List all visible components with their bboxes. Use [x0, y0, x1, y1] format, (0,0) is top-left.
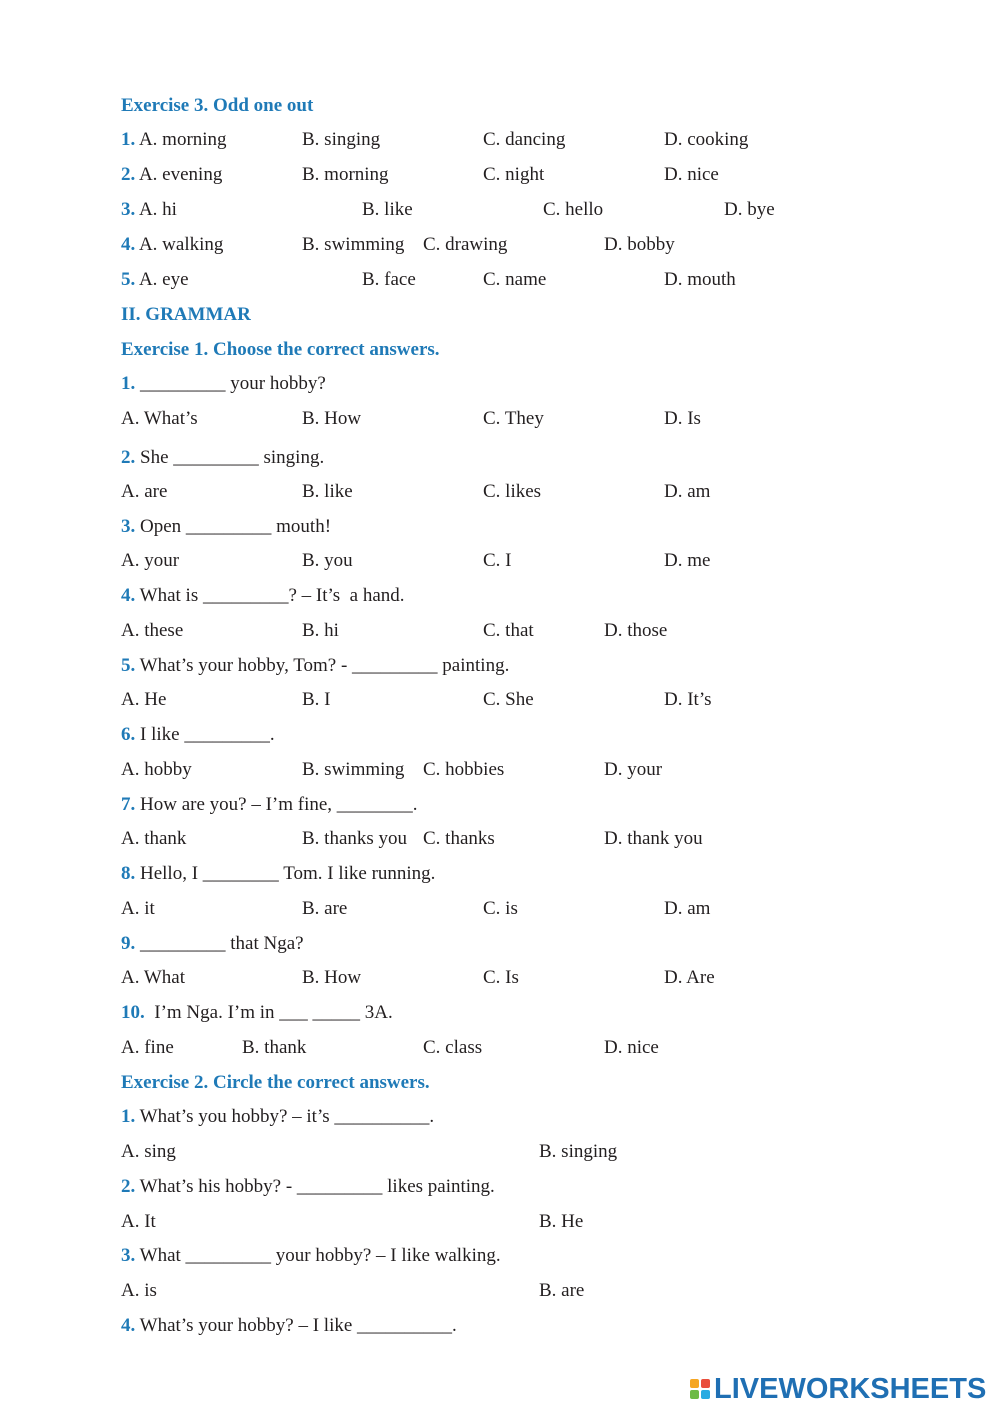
ex3-item-3-d: D. bye — [724, 199, 775, 220]
g1-q4-option-c: C. that — [483, 620, 534, 641]
g2-q3-option-b: B. are — [539, 1280, 585, 1301]
g1-question-1: 1. _________ your hobby? — [121, 373, 326, 394]
g1-question-5: 5. What’s your hobby, Tom? - _________ painting. — [121, 655, 510, 676]
g2-q3-option-a: A. is — [121, 1280, 157, 1301]
ex3-item-4-d: D. bobby — [604, 234, 675, 255]
g1-q5-option-a: A. He — [121, 689, 167, 710]
g1-question-4: 4. What is _________? – It’s a hand. — [121, 585, 405, 606]
g2-q2-option-a: A. It — [121, 1211, 156, 1232]
ex3-item-4-b: B. swimming — [302, 234, 405, 255]
logo-text: LIVEWORKSHEETS — [714, 1372, 987, 1405]
g1-q7-option-b: B. thanks you — [302, 828, 408, 849]
ex3-item-5-d: D. mouth — [664, 269, 736, 290]
ex3-item-1: 1. A. morning — [121, 129, 227, 150]
section-grammar-title: II. GRAMMAR — [121, 304, 251, 325]
g1-q8-option-c: C. is — [483, 898, 518, 919]
g1-q1-option-d: D. Is — [664, 408, 701, 429]
g1-q3-option-c: C. I — [483, 550, 512, 571]
g1-q6-option-c: C. hobbies — [423, 759, 505, 780]
g1-q4-option-d: D. those — [604, 620, 668, 641]
g1-q4-option-b: B. hi — [302, 620, 339, 641]
g1-q7-option-c: C. thanks — [423, 828, 495, 849]
g1-q5-option-d: D. It’s — [664, 689, 712, 710]
g1-q9-option-d: D. Are — [664, 967, 715, 988]
g1-question-9: 9. _________ that Nga? — [121, 933, 304, 954]
g1-q9-option-a: A. What — [121, 967, 186, 988]
g1-q1-option-a: A. What’s — [121, 408, 198, 429]
g1-q10-option-b: B. thank — [242, 1037, 307, 1058]
g1-question-7: 7. How are you? – I’m fine, ________. — [121, 794, 418, 815]
g1-q8-option-d: D. am — [664, 898, 711, 919]
g1-q3-option-b: B. you — [302, 550, 353, 571]
g1-q6-option-d: D. your — [604, 759, 663, 780]
g1-q9-option-b: B. How — [302, 967, 362, 988]
ex3-item-5: 5. A. eye — [121, 269, 189, 290]
g1-q2-option-d: D. am — [664, 481, 711, 502]
g1-q3-option-a: A. your — [121, 550, 180, 571]
ex3-item-2-c: C. night — [483, 164, 545, 185]
g1-q9-option-c: C. Is — [483, 967, 519, 988]
g2-q1-option-b: B. singing — [539, 1141, 618, 1162]
g1-q6-option-a: A. hobby — [121, 759, 192, 780]
g1-q10-option-d: D. nice — [604, 1037, 659, 1058]
g1-q5-option-c: C. She — [483, 689, 534, 710]
ex3-item-1-b: B. singing — [302, 129, 381, 150]
g1-q10-option-a: A. fine — [121, 1037, 174, 1058]
g1-question-2: 2. She _________ singing. — [121, 447, 325, 468]
g2-question-2: 2. What’s his hobby? - _________ likes painting. — [121, 1176, 495, 1197]
g1-q5-option-b: B. I — [302, 689, 331, 710]
g2-q1-option-a: A. sing — [121, 1141, 176, 1162]
ex3-item-1-c: C. dancing — [483, 129, 566, 150]
ex3-item-4-c: C. drawing — [423, 234, 508, 255]
grammar-exercise-2-title: Exercise 2. Circle the correct answers. — [121, 1072, 430, 1093]
ex3-item-3: 3. A. hi — [121, 199, 177, 220]
g1-q1-option-c: C. They — [483, 408, 544, 429]
g1-q1-option-b: B. How — [302, 408, 362, 429]
g1-q6-option-b: B. swimming — [302, 759, 405, 780]
ex3-item-5-b: B. face — [362, 269, 416, 290]
ex3-item-4: 4. A. walking — [121, 234, 224, 255]
ex3-item-2-d: D. nice — [664, 164, 719, 185]
g1-q4-option-a: A. these — [121, 620, 184, 641]
g1-question-6: 6. I like _________. — [121, 724, 275, 745]
g1-q2-option-b: B. like — [302, 481, 353, 502]
ex3-item-5-c: C. name — [483, 269, 547, 290]
ex3-item-1-d: D. cooking — [664, 129, 749, 150]
g1-q10-option-c: C. class — [423, 1037, 483, 1058]
g1-q7-option-d: D. thank you — [604, 828, 703, 849]
grammar-exercise-1-title: Exercise 1. Choose the correct answers. — [121, 339, 440, 360]
g2-question-4: 4. What’s your hobby? – I like __________. — [121, 1315, 457, 1336]
liveworksheets-logo-icon — [690, 1379, 710, 1399]
g1-q2-option-a: A. are — [121, 481, 168, 502]
g1-q7-option-a: A. thank — [121, 828, 187, 849]
ex3-item-2: 2. A. evening — [121, 164, 223, 185]
g1-q8-option-b: B. are — [302, 898, 348, 919]
g1-q2-option-c: C. likes — [483, 481, 542, 502]
g2-question-3: 3. What _________ your hobby? – I like walking. — [121, 1245, 501, 1266]
g1-q8-option-a: A. it — [121, 898, 155, 919]
ex3-item-2-b: B. morning — [302, 164, 389, 185]
exercise-3-title: Exercise 3. Odd one out — [121, 95, 314, 116]
ex3-item-3-b: B. like — [362, 199, 413, 220]
g2-question-1: 1. What’s you hobby? – it’s __________. — [121, 1106, 435, 1127]
g1-question-3: 3. Open _________ mouth! — [121, 516, 332, 537]
liveworksheets-logo[interactable] — [690, 1373, 986, 1405]
g2-q2-option-b: B. He — [539, 1211, 584, 1232]
g1-question-10: 10. I’m Nga. I’m in ___ _____ 3A. — [121, 1002, 393, 1023]
g1-question-8: 8. Hello, I ________ Tom. I like running. — [121, 863, 436, 884]
ex3-item-3-c: C. hello — [543, 199, 604, 220]
g1-q3-option-d: D. me — [664, 550, 711, 571]
